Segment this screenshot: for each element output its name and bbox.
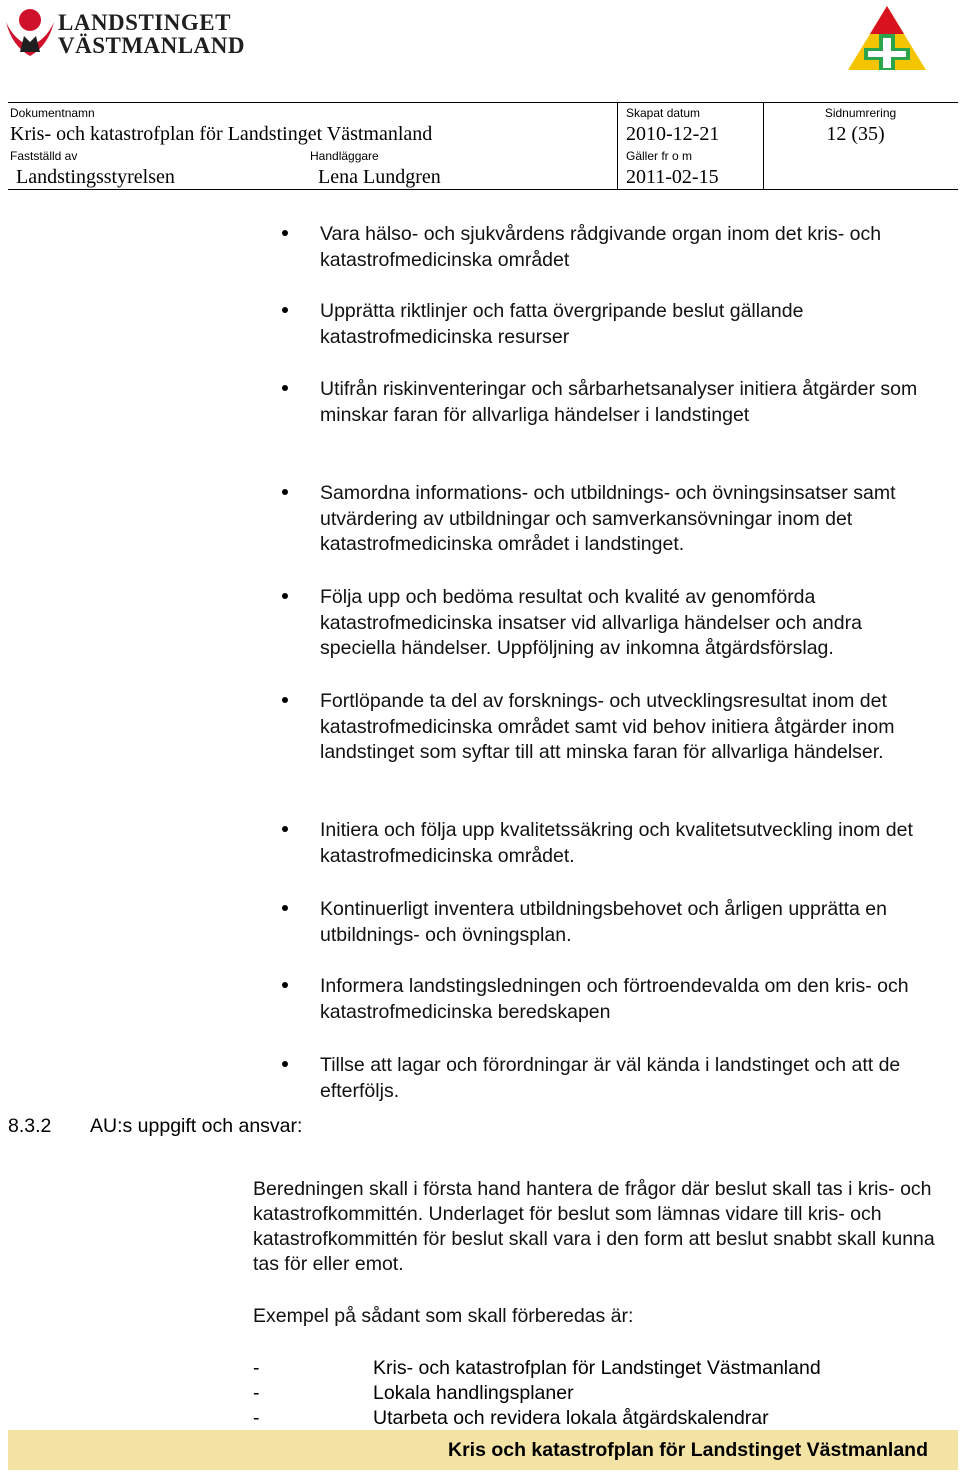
valid-from-label: Gäller fr o m	[626, 149, 693, 163]
bullet-icon	[282, 826, 288, 832]
handler: Lena Lundgren	[318, 166, 441, 188]
doc-name-label: Dokumentnamn	[10, 106, 95, 120]
bullet-icon	[282, 307, 288, 313]
logo-line2: VÄSTMANLAND	[58, 33, 245, 58]
section-title: AU:s uppgift och ansvar:	[90, 1115, 303, 1137]
page-footer	[8, 1430, 958, 1470]
paragraph: Beredningen skall i första hand hantera de frågor där beslut skall tas i kris- och katastrofkommittén. Underlaget för beslut som lämnas vidare till kris- och katastrofkommittén för beslut skall vara i den form att beslut snabbt skall kunna tas för eller emot.	[253, 1178, 935, 1275]
list-item: - Kris- och katastrofplan för Landstinget Västmanland	[253, 1357, 821, 1379]
section-heading	[8, 1114, 302, 1139]
list-item: - Utarbeta och revidera lokala åtgärdskalendrar	[253, 1407, 769, 1429]
example-list	[253, 1356, 943, 1431]
section-number: 8.3.2	[8, 1115, 52, 1137]
footer-title: Kris och katastrofplan för Landstinget Västmanland	[448, 1439, 928, 1461]
bullet-icon	[282, 905, 288, 911]
logo-line1: LANDSTINGET	[58, 10, 231, 35]
bullet-icon	[282, 385, 288, 391]
valid-from: 2011-02-15	[626, 166, 719, 188]
bullet-icon	[282, 593, 288, 599]
created-date: 2010-12-21	[626, 123, 720, 145]
document-header	[8, 102, 958, 190]
paragraph: Exempel på sådant som skall förberedas är:	[253, 1305, 634, 1327]
approved-by: Landstingsstyrelsen	[16, 166, 175, 188]
triangle-cross-logo-icon	[846, 4, 928, 72]
handler-label: Handläggare	[310, 149, 379, 163]
bullet-icon	[282, 697, 288, 703]
created-label: Skapat datum	[626, 106, 701, 120]
bullet-icon	[282, 489, 288, 495]
approved-by-label: Fastställd av	[10, 149, 78, 163]
landstinget-logo-icon	[4, 6, 56, 58]
bullet-icon	[282, 982, 288, 988]
landstinget-logo	[4, 6, 245, 60]
page-number: 12 (35)	[826, 123, 885, 145]
doc-name: Kris- och katastrofplan för Landstinget Västmanland	[10, 123, 433, 145]
list-item: - Lokala handlingsplaner	[253, 1382, 574, 1404]
bullet-icon	[282, 1061, 288, 1067]
page-label: Sidnumrering	[824, 106, 897, 120]
bullet-icon	[282, 230, 288, 236]
